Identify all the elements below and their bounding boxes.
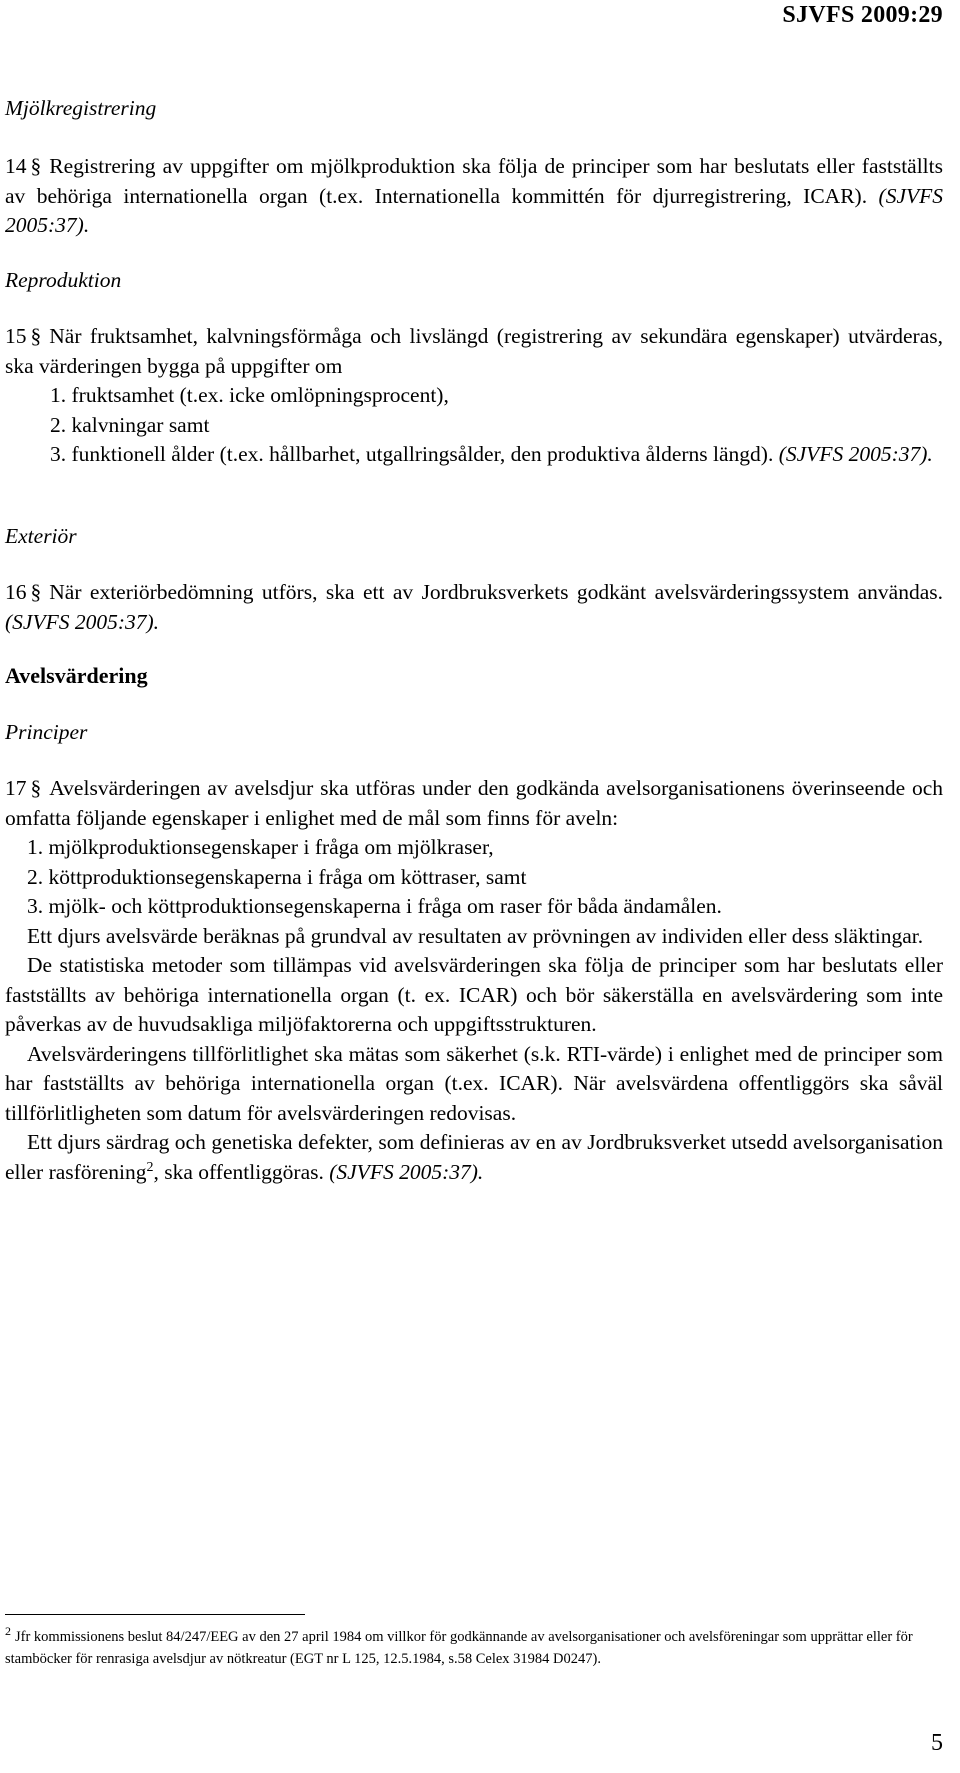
footnote-text: Jfr kommissionens beslut 84/247/EEG av den 27 april 1984 om villkor för godkännande av avelsorganisationer och avelsföreningar som upprättar eller för stamböcker för renrasiga avelsdjur av nötkreatur (EGT nr L 125, 12.5.1984, s.58 Celex 31984 D0247).	[5, 1629, 913, 1667]
paragraph-number: 17	[5, 776, 27, 800]
list-item: 3. mjölk- och köttproduktionsegenskaperna i fråga om raser för båda ändamålen.	[27, 894, 722, 918]
paragraph-intro	[5, 322, 943, 381]
page-number: 5	[931, 1730, 943, 1756]
section-heading-avelsvardering: Avelsvärdering	[5, 663, 148, 688]
footnote	[5, 1626, 943, 1670]
footnote-divider	[5, 1614, 305, 1615]
list-item: 2. köttproduktionsegenskaperna i fråga om köttraser, samt	[27, 864, 527, 889]
paragraph-text	[5, 1128, 943, 1187]
paragraph-14	[5, 152, 943, 241]
reference: (SJVFS 2005:37).	[5, 183, 943, 237]
document-header: SJVFS 2009:29	[782, 2, 943, 28]
paragraph-text: Registrering av uppgifter om mjölkproduktion ska följa de principer som har beslutats eller fastställts av behöriga internationella organ (t.ex. Internationella kommittén för djurregistrering, ICAR).	[5, 154, 943, 208]
paragraph-text: Avelsvärderingen av avelsdjur ska utföras under den godkända avelsorganisationens överinseende och omfatta följande egenskaper i enlighet med de mål som finns för aveln:	[5, 776, 943, 830]
paragraph-text-tail: , ska offentliggöras.	[153, 1159, 324, 1184]
reference: (SJVFS 2005:37).	[778, 442, 933, 466]
section-sign: §	[30, 324, 42, 348]
section-sign: §	[30, 580, 42, 604]
reference: (SJVFS 2005:37).	[329, 1159, 484, 1184]
paragraph-text-body: Ett djurs särdrag och genetiska defekter, som definieras av en av Jordbruksverket utsedd avelsorganisation eller rasförening	[5, 1130, 943, 1184]
list-item: 2. kalvningar samt	[50, 412, 210, 437]
reference: (SJVFS 2005:37).	[5, 609, 160, 634]
footnote-mark: 2	[5, 1624, 11, 1639]
paragraph-text: Ett djurs avelsvärde beräknas på grundval av resultaten av prövningen av individen eller dess släktingar.	[27, 923, 924, 948]
section-sign: §	[30, 154, 42, 178]
paragraph-intro	[5, 774, 943, 833]
list-item-text: 3. funktionell ålder (t.ex. hållbarhet, utgallringsålder, den produktiva ålderns längd).	[50, 442, 774, 466]
paragraph-number: 16	[5, 580, 27, 604]
paragraph-number: 15	[5, 324, 27, 348]
footnote-reference: 2	[146, 1159, 154, 1175]
section-heading-reproduktion: Reproduktion	[5, 268, 122, 292]
paragraph-15	[5, 322, 943, 470]
section-heading-exterior: Exteriör	[5, 524, 77, 548]
paragraph-number: 14	[5, 154, 27, 178]
paragraph-text: De statistiska metoder som tillämpas vid avelsvärderingen ska följa de principer som har beslutats eller fastställts av behöriga internationella organ (t. ex. ICAR) och bör säkerställa en avelsvärdering som inte påverkas av de huvudsakliga miljöfaktorerna och uppgiftsstrukturen.	[5, 953, 943, 1036]
section-heading-mjolkregistrering: Mjölkregistrering	[5, 96, 157, 120]
paragraph-16	[5, 578, 943, 637]
list-item	[5, 440, 943, 470]
subsection-heading-principer: Principer	[5, 720, 88, 744]
paragraph-text: När exteriörbedömning utförs, ska ett av Jordbruksverkets godkänt avelsvärderingssystem användas.	[49, 580, 943, 604]
list-item: 1. mjölkproduktionsegenskaper i fråga om mjölkraser,	[27, 835, 494, 859]
section-sign: §	[30, 776, 42, 800]
paragraph-text: Avelsvärderingens tillförlitlighet ska mätas som säkerhet (s.k. RTI-värde) i enlighet med de principer som har fastställts av behöriga internationella organ (t.ex. ICAR). När avelsvärdena offentliggörs ska såväl tillförlitligheten som datum för avelsvärderingen redovisas.	[5, 1041, 943, 1125]
list-item: 1. fruktsamhet (t.ex. icke omlöpningsprocent),	[50, 383, 449, 407]
paragraph-text: När fruktsamhet, kalvningsförmåga och livslängd (registrering av sekundära egenskaper) utvärderas, ska värderingen bygga på uppgifter om	[5, 324, 943, 378]
paragraph-17	[5, 774, 943, 1187]
document-page	[5, 0, 943, 1773]
